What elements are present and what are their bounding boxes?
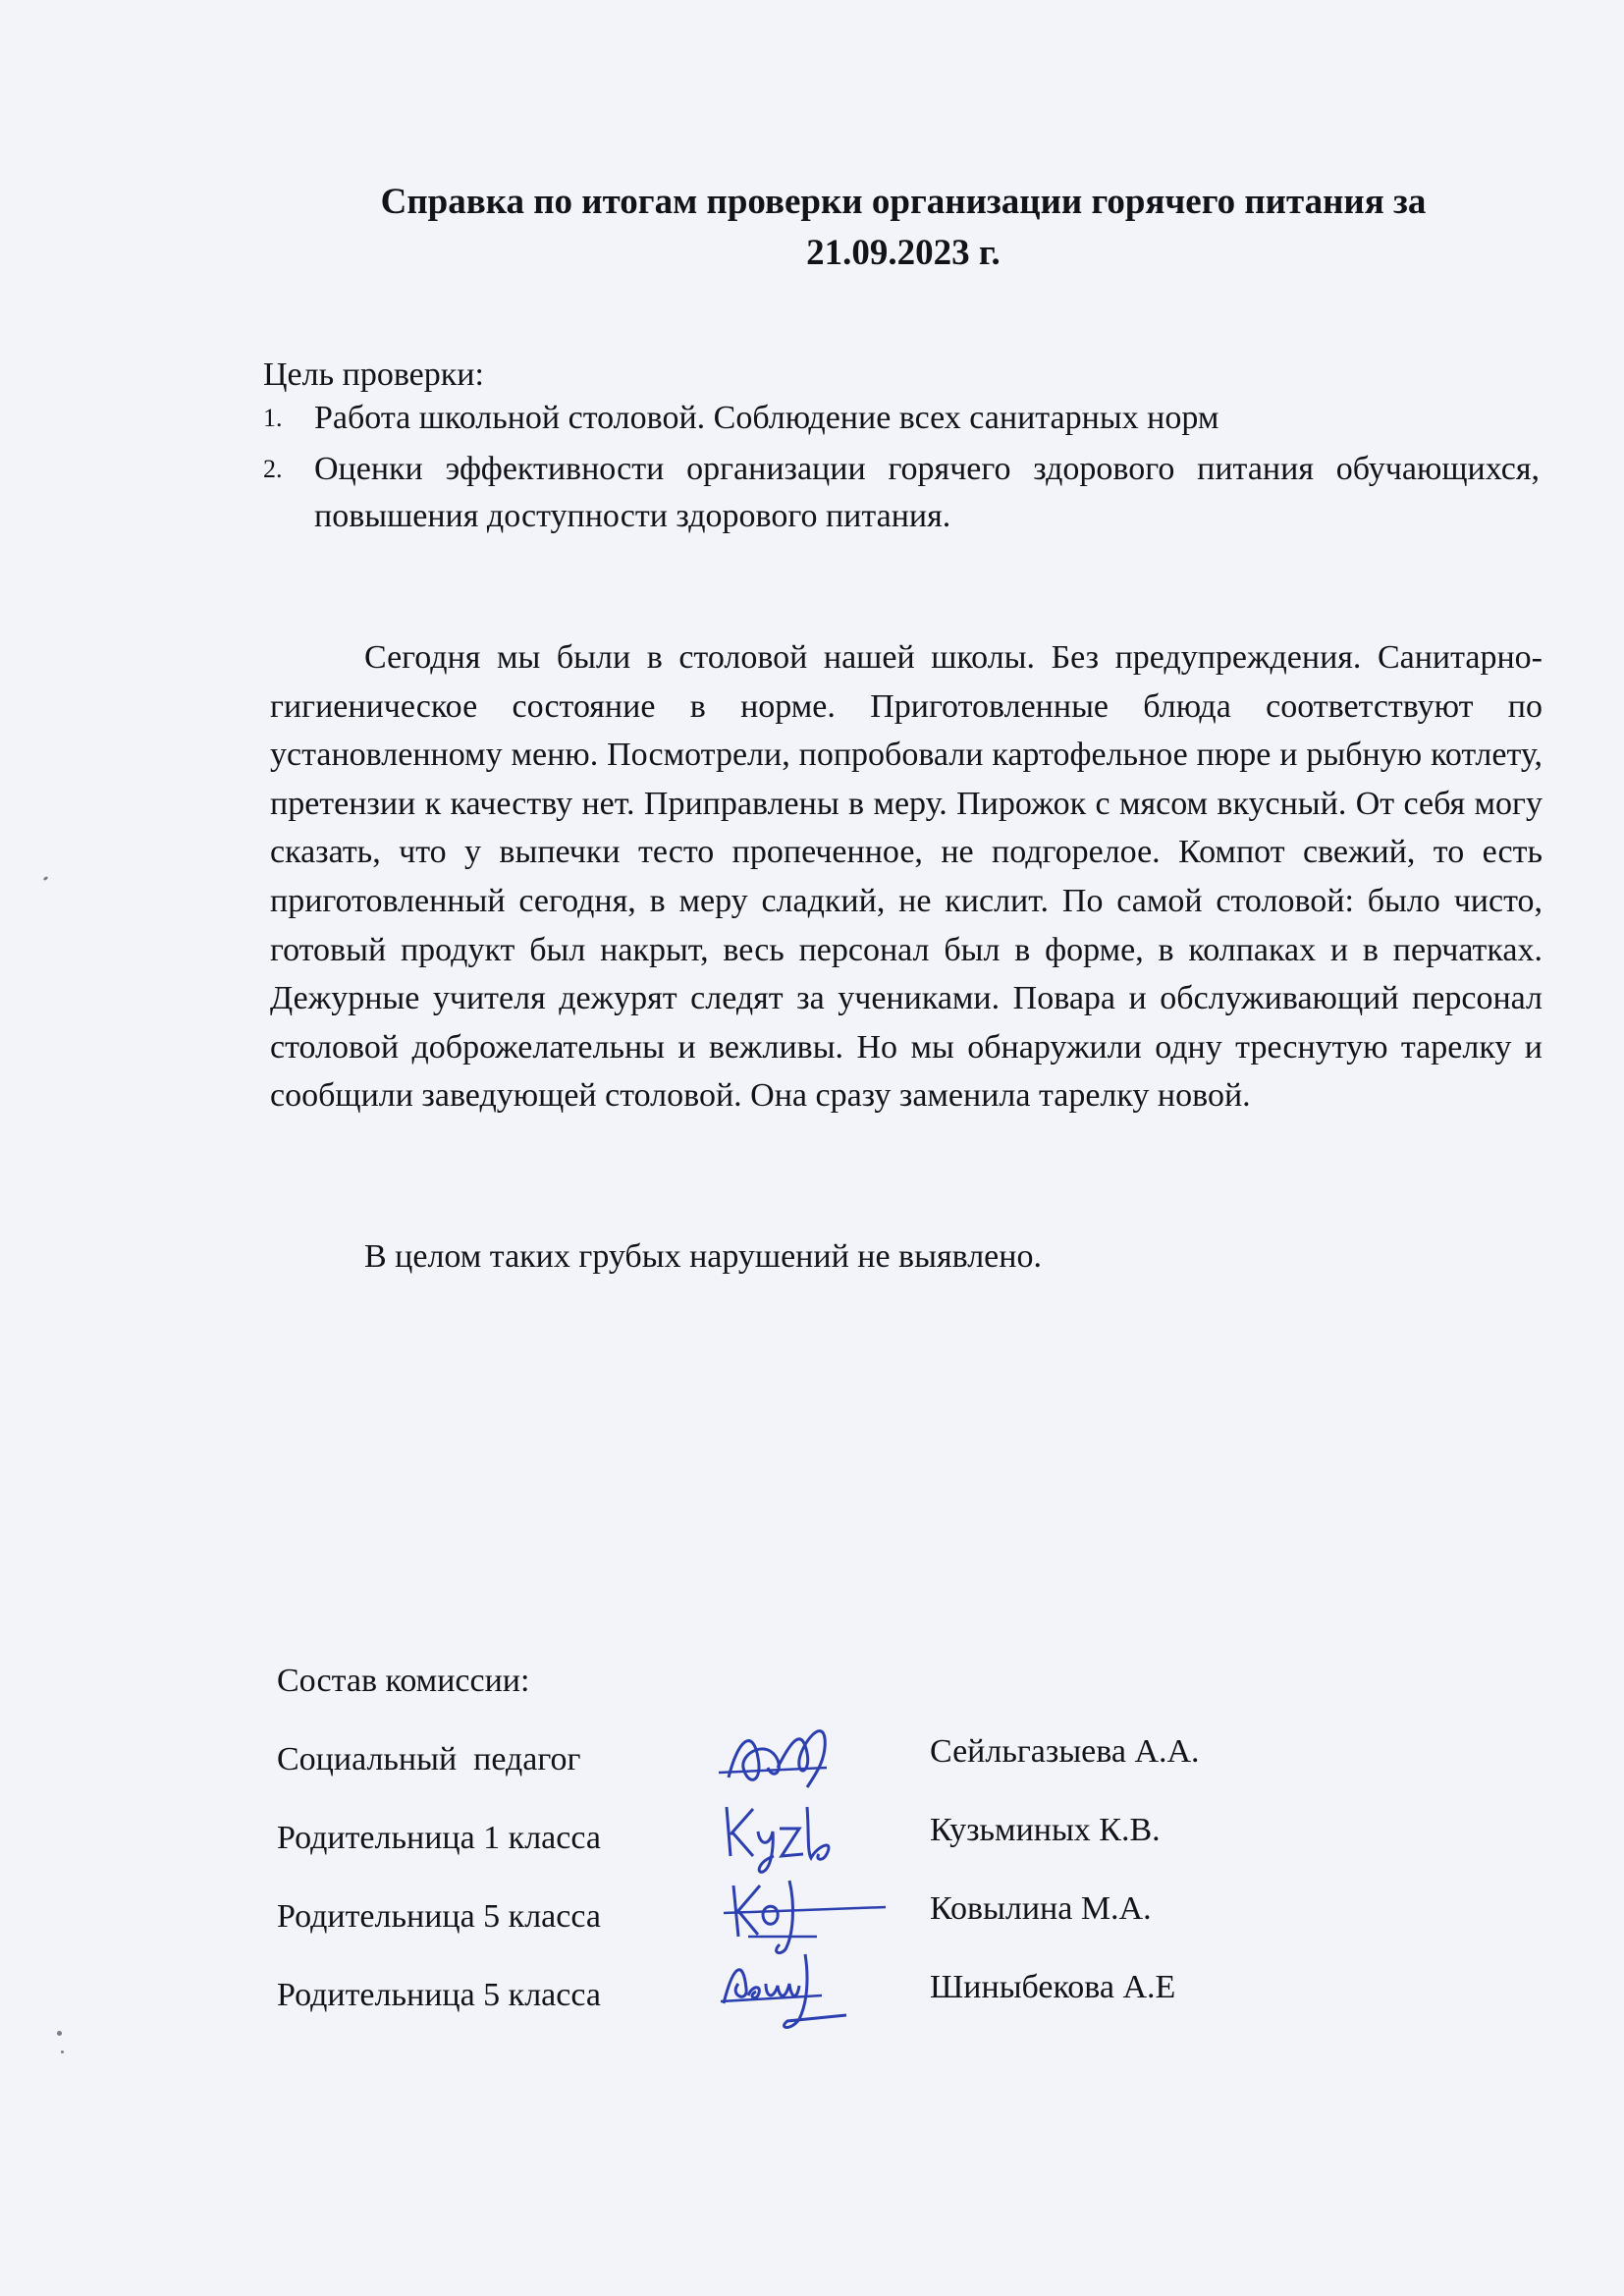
body-paragraph: Сегодня мы были в столовой нашей школы. Без предупреждения. Санитарно-гигиеническое состояние в норме. Приготовленные блюда соответствуют по установленному меню. Посмотрели, попробовали картофельное пюре и рыбную котлету, претензии к качеству нет. Приправлены в меру. Пирожок с мясом вкусный. От себя могу сказать, что у выпечки тесто пропеченное, не подгорелое. Компот свежий, то есть приготовленный сегодня, в меру сладкий, не кислит. По самой столовой: было чисто, готовый продукт был накрыт, весь персонал был в форме, в колпаках и в перчатках. Дежурные учителя дежурят следят за учениками. Повара и обслуживающий персонал столовой доброжелательны и вежливы. Но мы обнаружили одну треснутую тарелку и сообщили заведующей столовой. Она сразу заменила тарелку новой. <box>270 639 1543 1115</box>
document-title <box>255 177 1551 279</box>
goal-item <box>263 446 1540 540</box>
member-name: Сейльгазыева А.А. <box>930 1733 1200 1770</box>
scan-speck <box>43 876 49 881</box>
goal-text: Оценки эффективности организации горячего здорового питания обучающихся, повышения доступности здорового питания. <box>314 451 1540 534</box>
goal-list <box>263 395 1540 544</box>
goal-number: 1. <box>263 404 283 432</box>
goal-number: 2. <box>263 455 283 483</box>
commission-label: Состав комиссии: <box>277 1663 530 1699</box>
member-name: Шиныбекова А.Е <box>930 1969 1176 2005</box>
scan-speck <box>61 2050 64 2053</box>
member-role: Родительница 5 класса <box>277 1898 601 1935</box>
title-line-2: 21.09.2023 г. <box>806 233 1001 273</box>
commission-member-row <box>277 1969 1357 2033</box>
member-name: Ковылина М.А. <box>930 1890 1152 1927</box>
member-name: Кузьминых К.В. <box>930 1812 1161 1848</box>
title-line-1: Справка по итогам проверки организации горячего питания за <box>380 182 1427 222</box>
conclusion-paragraph: В целом таких грубых нарушений не выявлено. <box>364 1238 1042 1275</box>
member-role: Родительница 5 класса <box>277 1977 601 2013</box>
goal-label: Цель проверки: <box>263 356 484 393</box>
goal-item <box>263 395 1540 442</box>
signature-4 <box>709 1935 895 2043</box>
goal-text: Работа школьной столовой. Соблюдение всех санитарных норм <box>314 400 1219 436</box>
scan-speck <box>57 2031 62 2036</box>
member-role: Родительница 1 класса <box>277 1820 601 1856</box>
member-role: Социальный педагог <box>277 1741 581 1777</box>
